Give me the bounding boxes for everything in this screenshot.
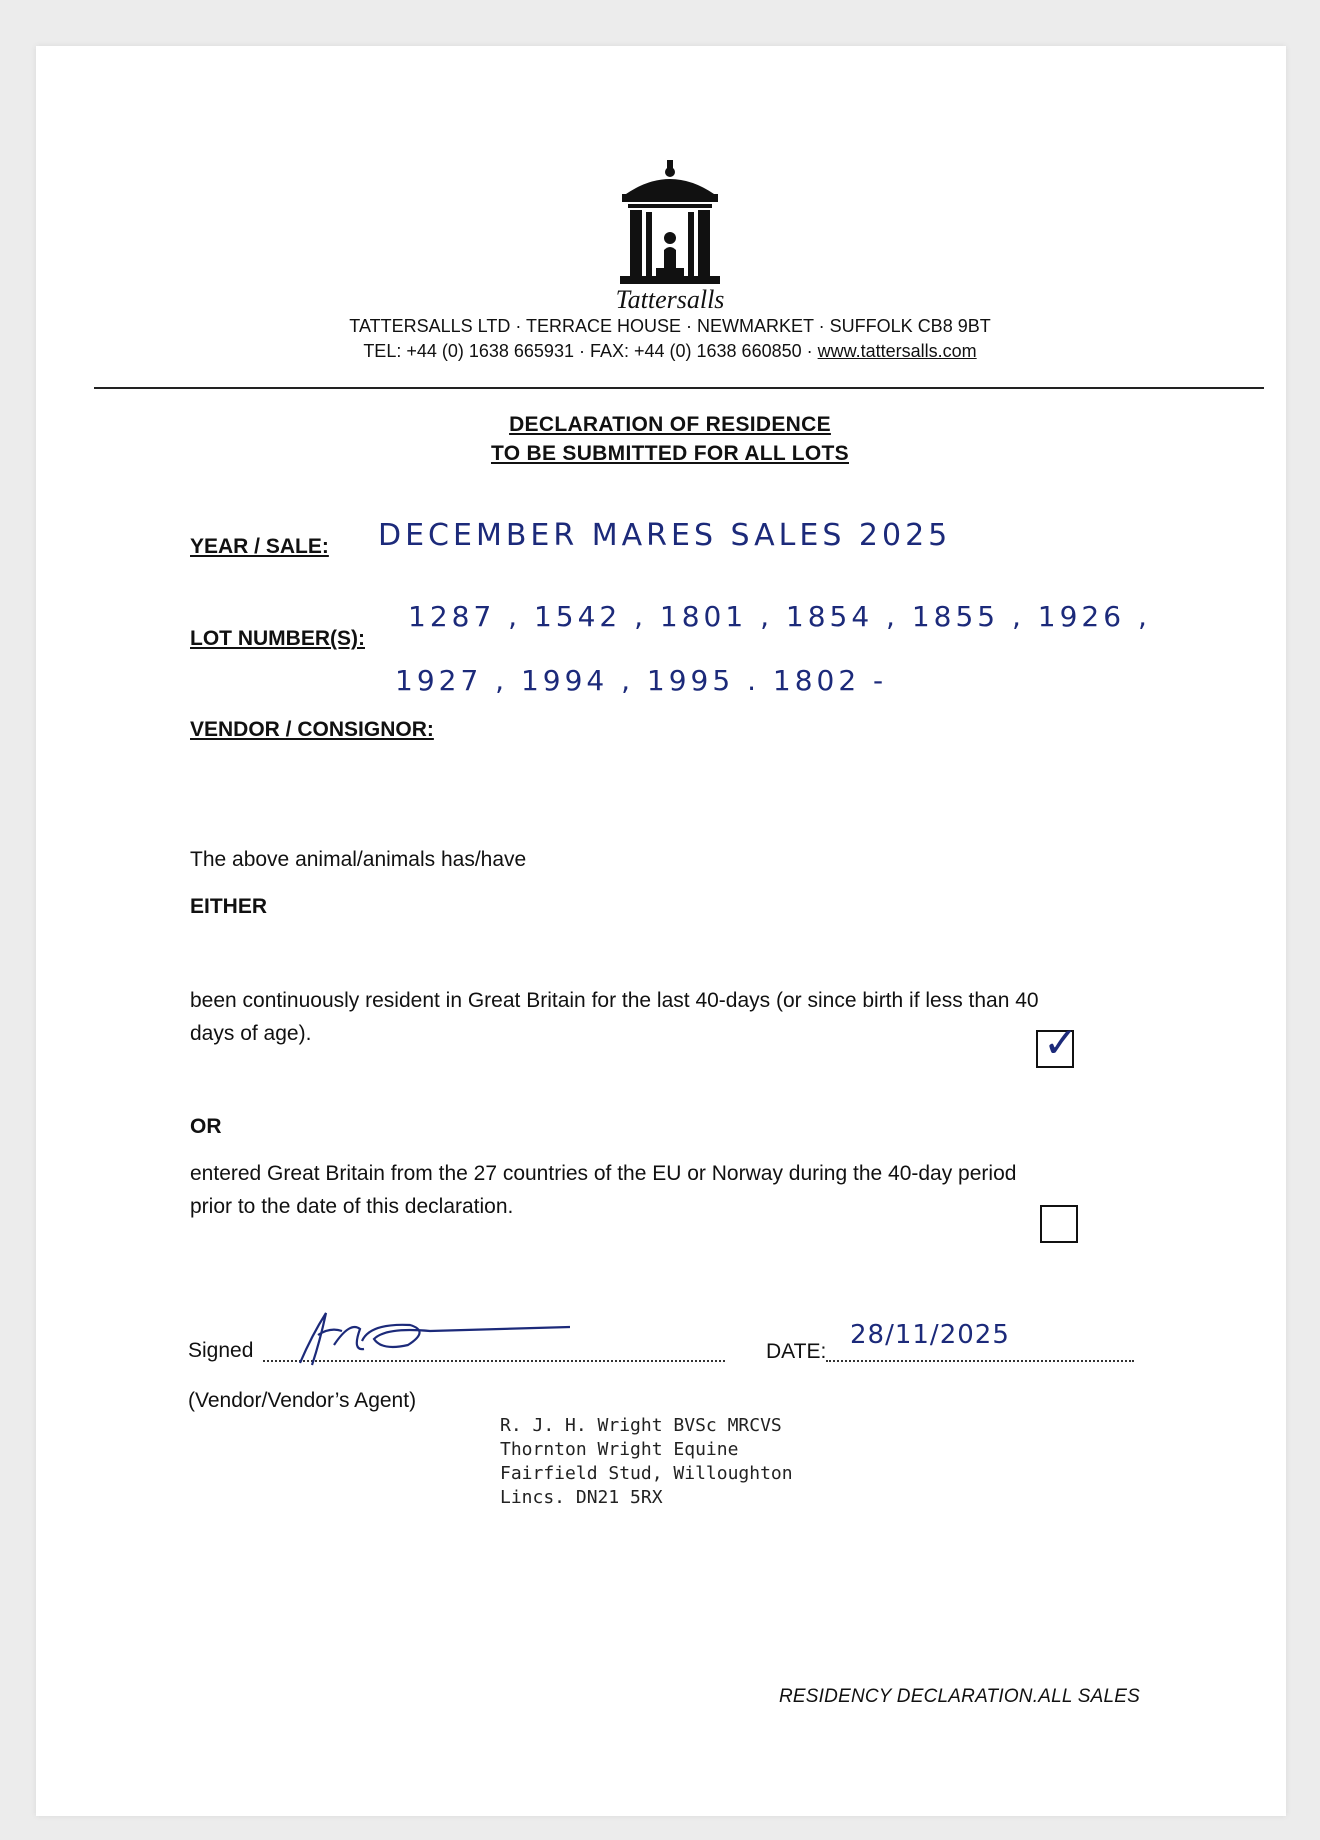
company-contact xyxy=(200,341,1140,362)
statement-intro: The above animal/animals has/have xyxy=(190,848,527,871)
document-title: DECLARATION OF RESIDENCE xyxy=(509,413,831,436)
date-label: DATE: xyxy=(766,1340,827,1363)
either-label: EITHER xyxy=(190,895,268,918)
stamp-line-2: Thornton Wright Equine xyxy=(500,1439,739,1460)
option-1-line-2: days of age). xyxy=(190,1022,312,1045)
company-address: TATTERSALLS LTD · TERRACE HOUSE · NEWMARKET · SUFFOLK CB8 9BT xyxy=(349,316,991,336)
signatory-role: (Vendor/Vendor’s Agent) xyxy=(188,1389,417,1412)
footer-reference: RESIDENCY DECLARATION.ALL SALES xyxy=(779,1686,1140,1707)
date-value: 28/11/2025 xyxy=(850,1320,1010,1350)
year-sale-label: YEAR / SALE: xyxy=(190,535,329,558)
or-label: OR xyxy=(190,1115,222,1138)
contact-details: TEL: +44 (0) 1638 665931 · FAX: +44 (0) 1638 660850 · xyxy=(363,341,818,361)
tattersalls-logo-icon xyxy=(616,160,726,290)
option-2-line-2: prior to the date of this declaration. xyxy=(190,1195,514,1218)
handwritten-signature xyxy=(290,1305,570,1375)
website-link[interactable]: www.tattersalls.com xyxy=(817,341,977,361)
option-1-line-1: been continuously resident in Great Britain for the last 40-days (or since birth if less than 40 xyxy=(190,989,1039,1012)
vet-stamp xyxy=(500,1414,793,1510)
brand-name: Tattersalls xyxy=(615,285,725,314)
vendor-consignor-label: VENDOR / CONSIGNOR: xyxy=(190,718,434,741)
option-2-line-1: entered Great Britain from the 27 countries of the EU or Norway during the 40-day period xyxy=(190,1162,1017,1185)
signed-label: Signed xyxy=(188,1339,254,1362)
stamp-line-4: Lincs. DN21 5RX xyxy=(500,1487,663,1508)
header-divider xyxy=(94,387,1264,389)
document-subtitle: TO BE SUBMITTED FOR ALL LOTS xyxy=(490,442,849,465)
option-1-check-mark: ✓ xyxy=(1043,1018,1079,1067)
lot-numbers-label: LOT NUMBER(S): xyxy=(190,627,365,650)
date-line xyxy=(826,1360,1134,1362)
lot-numbers-line-2: 1927 , 1994 , 1995 . 1802 - xyxy=(395,664,888,697)
option-2-checkbox[interactable] xyxy=(1040,1205,1078,1243)
lot-numbers-line-1: 1287 , 1542 , 1801 , 1854 , 1855 , 1926 , xyxy=(408,600,1151,633)
year-sale-value: DECEMBER MARES SALES 2025 xyxy=(378,518,952,553)
stamp-line-3: Fairfield Stud, Willoughton xyxy=(500,1463,793,1484)
stamp-line-1: R. J. H. Wright BVSc MRCVS xyxy=(500,1415,782,1436)
